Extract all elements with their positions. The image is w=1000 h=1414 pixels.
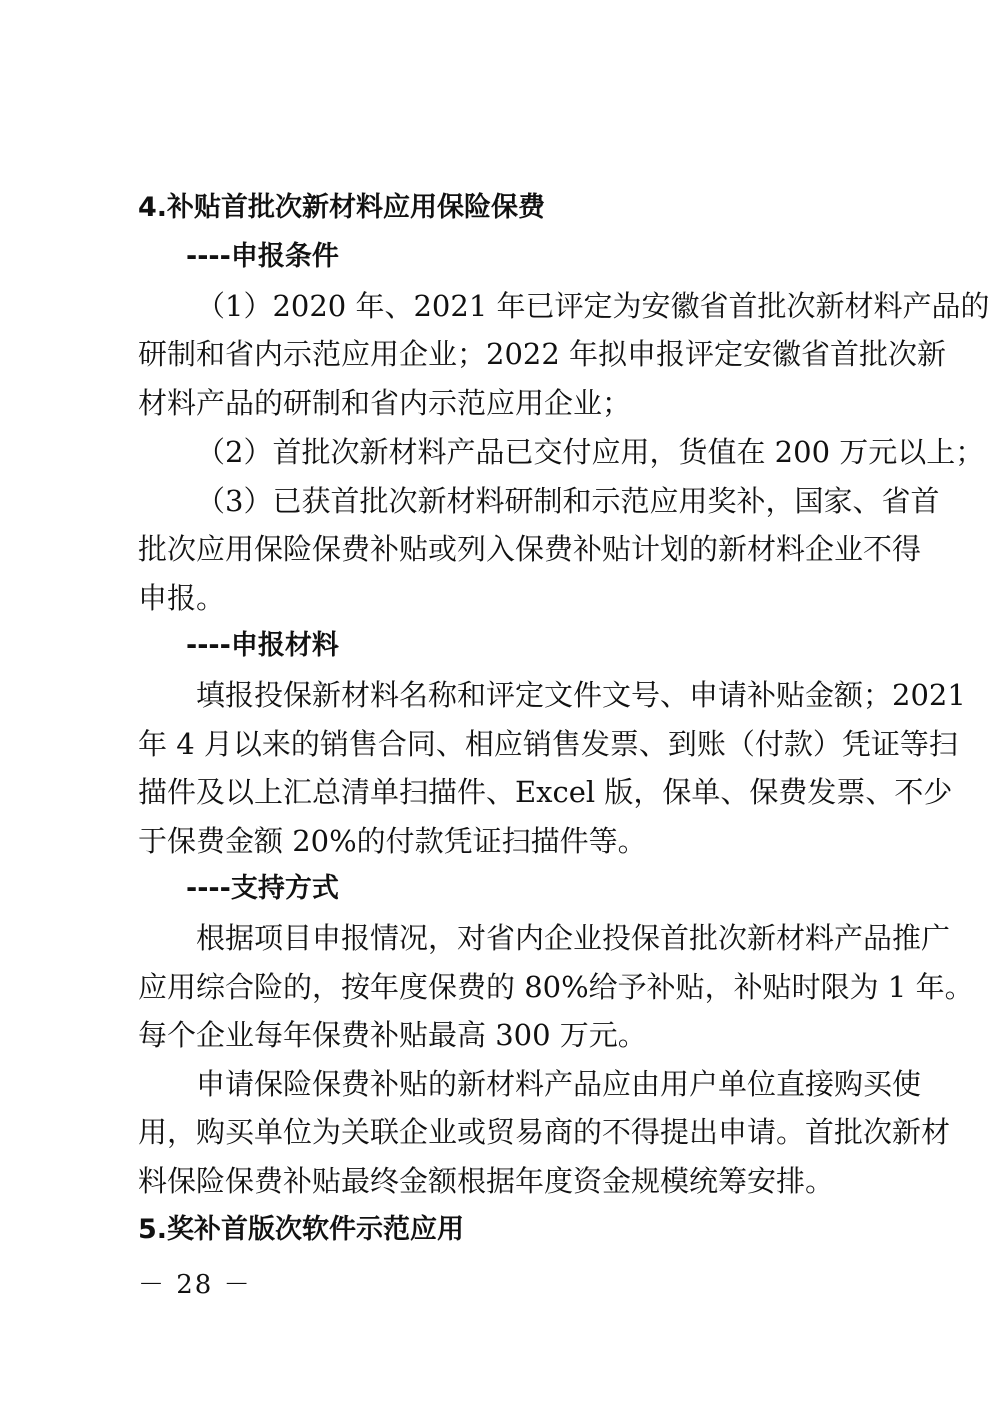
section-5-title: 5.奖补首版次软件示范应用 <box>138 1214 465 1245</box>
materials-line: 填报投保新材料名称和评定文件文号、申请补贴金额；2021 <box>196 678 966 712</box>
support-line: 应用综合险的，按年度保费的 80%给予补贴，补贴时限为 1 年。 <box>138 970 974 1004</box>
materials-heading: ----申报材料 <box>186 630 339 661</box>
conditions-line: 材料产品的研制和省内示范应用企业； <box>138 386 632 420</box>
page-number: － 28 － <box>138 1270 252 1300</box>
section-4-title: 4.补贴首批次新材料应用保险保费 <box>138 192 546 223</box>
conditions-heading: ----申报条件 <box>186 241 339 272</box>
conditions-line: （3）已获首批次新材料研制和示范应用奖补，国家、省首 <box>196 484 940 518</box>
materials-line: 年 4 月以来的销售合同、相应销售发票、到账（付款）凭证等扫 <box>138 727 958 761</box>
support-line: 申请保险保费补贴的新材料产品应由用户单位直接购买使 <box>196 1067 922 1101</box>
support-heading: ----支持方式 <box>186 873 339 904</box>
conditions-line: （2）首批次新材料产品已交付应用，货值在 200 万元以上； <box>196 435 985 469</box>
conditions-line: （1）2020 年、2021 年已评定为安徽省首批次新材料产品的 <box>196 289 990 323</box>
support-line: 用，购买单位为关联企业或贸易商的不得提出申请。首批次新材 <box>138 1115 951 1149</box>
conditions-line: 批次应用保险保费补贴或列入保费补贴计划的新材料企业不得 <box>138 532 922 566</box>
materials-line: 于保费金额 20%的付款凭证扫描件等。 <box>138 824 647 858</box>
conditions-line: 研制和省内示范应用企业；2022 年拟申报评定安徽省首批次新 <box>138 337 947 371</box>
support-line: 每个企业每年保费补贴最高 300 万元。 <box>138 1018 647 1052</box>
materials-line: 描件及以上汇总清单扫描件、Excel 版，保单、保费发票、不少 <box>138 775 953 809</box>
conditions-line: 申报。 <box>138 581 226 615</box>
support-line: 料保险保费补贴最终金额根据年度资金规模统筹安排。 <box>138 1164 835 1198</box>
support-line: 根据项目申报情况，对省内企业投保首批次新材料产品推广 <box>196 921 951 955</box>
